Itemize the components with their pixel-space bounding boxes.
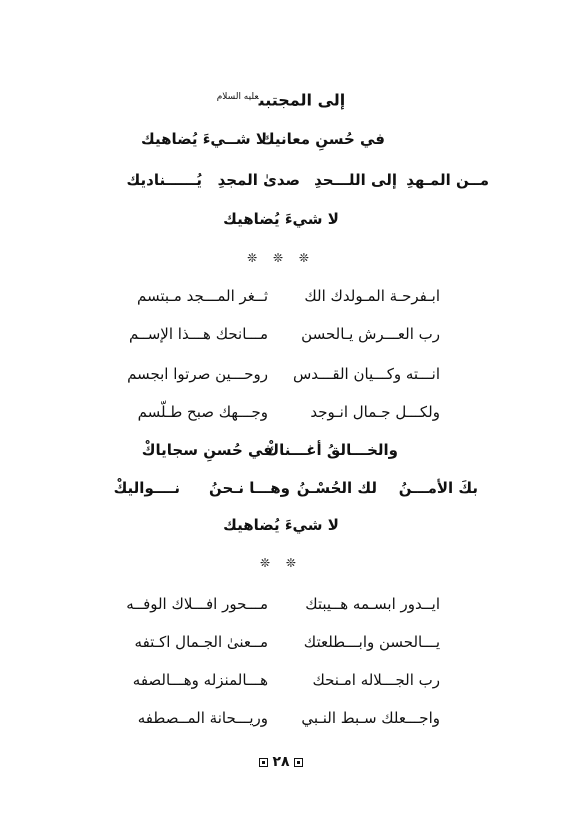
verse-2-right: رب العـــرش يـالحسن xyxy=(301,325,440,343)
verse-7-left: هـــالمنزله وهـــالصفه xyxy=(132,671,268,689)
page-number xyxy=(0,752,562,772)
page-number-text: ٢٨ xyxy=(272,754,290,770)
verse-5-left: مـــحور افـــلاك الوفــه xyxy=(126,595,268,613)
refrain-1: لا شيءَ يُضاهيك xyxy=(223,210,339,228)
intro-segment-4: يُــــــناديك xyxy=(126,171,202,189)
verse-6-left: مــعنىٰ الجـمال اكـتفه xyxy=(134,633,268,651)
verse-1-right: ابـفرحـة المـولدك الك xyxy=(304,287,440,305)
stanza-separator-1: ❊ ❊ ❊ xyxy=(247,251,315,265)
verse-1-left: ثــغر المـــجد مـبتسم xyxy=(136,287,268,305)
intro-segment-1: مــن المـهدِ xyxy=(406,171,489,189)
verse-3-left: روحـــين صرتوا ابجسم xyxy=(127,365,268,383)
square-ornament-icon xyxy=(259,758,268,767)
verse-2-left: مـــانحك هـــذا الإســم xyxy=(128,325,268,343)
middle-segment-1: بكَ الأمـــنُ xyxy=(398,479,478,497)
middle-segment-4: نــــواليكْ xyxy=(113,479,180,497)
intro-segment-3: صدىٰ المجدِ xyxy=(217,171,300,189)
intro-hemistich-left: لا شــيءَ يُضاهيك xyxy=(141,130,267,148)
middle-hemistich-left: في حُسنِ سجاياكْ xyxy=(141,441,273,459)
poem-title xyxy=(0,86,562,111)
verse-4-right: ولكـــل جـمال انـوجد xyxy=(310,403,440,421)
middle-segment-2: لك الحُسْـنُ xyxy=(296,479,377,497)
intro-hemistich-right: في حُسنِ معانيك xyxy=(260,130,385,148)
middle-hemistich-right: والخـــالقُ أغـــناكْ xyxy=(265,441,398,459)
honorific-mark: عليه السلام xyxy=(216,92,259,102)
verse-8-left: وريـــحانة المــصطفه xyxy=(137,709,268,727)
middle-segment-3: وهـــا نـحنُ xyxy=(208,479,290,497)
verse-4-left: وجـــهك صبح طـلّسم xyxy=(137,403,268,421)
intro-segment-2: إلى اللـــحدِ xyxy=(314,171,397,189)
verse-6-right: يـــالحسن وابـــطلعتك xyxy=(303,633,440,651)
verse-7-right: رب الجـــلاله امـنحك xyxy=(312,671,440,689)
verse-5-right: ايــدور ابسـمه هــيبتك xyxy=(305,595,440,613)
verse-3-right: انـــته وكـــيان القـــدس xyxy=(292,365,440,383)
title-text: إلى المجتبى xyxy=(258,90,346,110)
square-ornament-icon xyxy=(294,758,303,767)
verse-8-right: واجـــعلك سـبط النـبي xyxy=(301,709,440,727)
stanza-separator-2: ❊ ❊ xyxy=(260,556,302,570)
refrain-2: لا شيءَ يُضاهيك xyxy=(223,516,339,534)
